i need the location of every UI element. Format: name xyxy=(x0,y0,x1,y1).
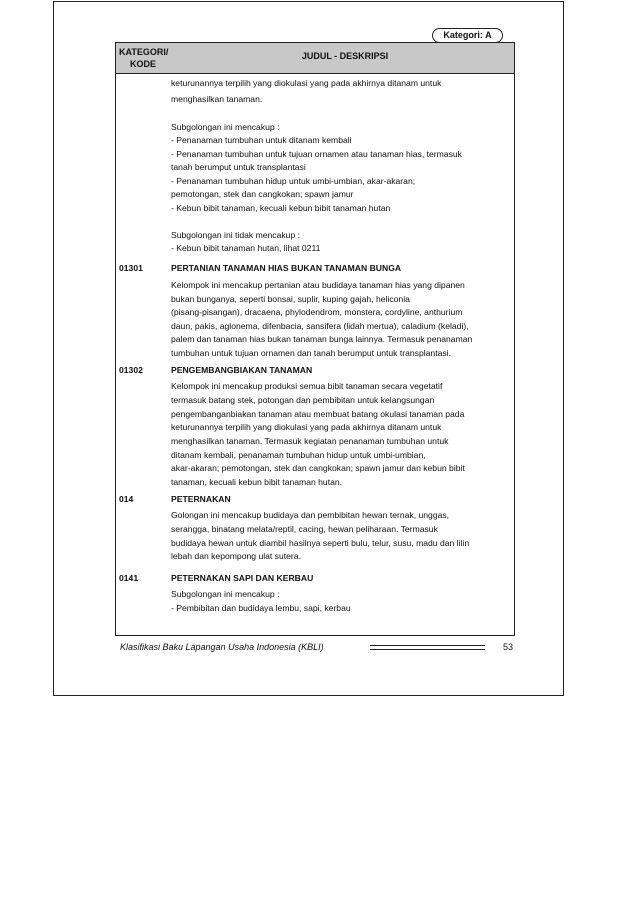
body-line: (pisang-pisangan), dracaena, phylodendrom, monstera, cordyline, anthurium xyxy=(171,307,463,317)
entry-title: PETERNAKAN xyxy=(171,494,231,504)
body-line: akar-akaran; pemotongan, stek dan cangkokan; spawn jamur dan kebun bibit xyxy=(171,463,465,473)
include-item: - Penanaman tumbuhan untuk tujuan ornamen atau tanaman hias, termasuk xyxy=(171,149,462,159)
body-line: serangga, binatang melata/reptil, cacing, hewan peliharaan. Termasuk xyxy=(171,524,438,534)
body-line: pengembanganbiakan tanaman atau membuat batang okulasi tanaman pada xyxy=(171,409,465,419)
body-line: menghasilkan tanaman. xyxy=(171,94,263,104)
entry-code: 01301 xyxy=(119,263,143,273)
include-item: - Kebun bibit tanaman, kecuali kebun bibit tanaman hutan xyxy=(171,203,391,213)
body-line: Subgolongan ini mencakup : xyxy=(171,589,280,599)
entry-title: PETERNAKAN SAPI DAN KERBAU xyxy=(171,573,314,583)
body-line: daun, pakis, aglonema, difenbacia, sansifera (lidah mertua), caladium (keladi), xyxy=(171,321,469,331)
body-line: Golongan ini mencakup budidaya dan pembibitan hewan ternak, unggas, xyxy=(171,510,450,520)
code-header-line2: KODE xyxy=(129,59,156,69)
includes-intro: Subgolongan ini mencakup : xyxy=(171,122,280,132)
body-line: budidaya hewan untuk diambil hasilnya seperti bulu, telur, susu, madu dan lilin xyxy=(171,538,470,548)
include-item: pemotongan, stek dan cangkokan; spawn jamur xyxy=(171,189,354,199)
code-header-line1: KATEGORI/ xyxy=(119,47,169,57)
body-line: palem dan tanaman hias bukan tanaman bunga lainnya. Termasuk penanaman xyxy=(171,334,473,344)
include-item: tanah berumput untuk transplantasi xyxy=(171,162,306,172)
include-item: - Penanaman tumbuhan untuk ditanam kembali xyxy=(171,135,352,145)
body-line: lebah dan kepompong ulat sutera. xyxy=(171,551,301,561)
entry-title: PENGEMBANGBIAKAN TANAMAN xyxy=(171,365,313,375)
body-line: Kelompok ini mencakup produksi semua bibit tanaman secara vegetatif xyxy=(171,381,443,391)
body-line: termasuk batang stek, potongan dan pembibitan untuk kelangsungan xyxy=(171,395,435,405)
title-column-header: JUDUL - DESKRIPSI xyxy=(301,51,389,61)
include-item: - Penanaman tumbuhan hidup untuk umbi-umbian, akar-akaran; xyxy=(171,176,416,186)
body-line: - Pembibitan dan budidaya lembu, sapi, kerbau xyxy=(171,603,351,613)
body-line: keturunannya terpilih yang diokulasi yang pada akhirnya ditanam untuk xyxy=(171,78,442,88)
entry-code: 014 xyxy=(119,494,134,504)
entry-title: PERTANIAN TANAMAN HIAS BUKAN TANAMAN BUNGA xyxy=(171,263,402,273)
body-line: menghasilkan tanaman. Termasuk kegiatan penanaman tumbuhan untuk xyxy=(171,436,449,446)
footer-title: Klasifikasi Baku Lapangan Usaha Indonesia (KBLI) xyxy=(120,642,324,652)
page-number: 53 xyxy=(503,642,514,652)
body-line: bukan bunganya, seperti bonsai, suplir, kuping gajah, heliconia xyxy=(171,294,410,304)
footer-double-rule xyxy=(370,645,485,650)
body-line: keturunannya terpilih yang diokulasi yang pada akhirnya ditanam untuk xyxy=(171,422,442,432)
body-line: ditanam kembali, penanaman tumbuhan hidup untuk umbi-umbian, xyxy=(171,450,426,460)
body-line: tanaman, kecuali kebun bibit tanaman hutan. xyxy=(171,477,343,487)
entry-code: 01302 xyxy=(119,365,143,375)
excludes-intro: Subgolongan ini tidak mencakup : xyxy=(171,230,300,240)
category-badge: Kategori: A xyxy=(432,28,503,43)
code-column-header xyxy=(119,46,167,70)
body-line: Kelompok ini mencakup pertanian atau budidaya tanaman hias yang dipanen xyxy=(171,280,465,290)
body-line: tumbuhan untuk tujuan ornamen dan tanah berumput untuk transplantasi. xyxy=(171,348,451,358)
entry-code: 0141 xyxy=(119,573,139,583)
exclude-item: - Kebun bibit tanaman hutan, lihat 0211 xyxy=(171,243,321,253)
table-header xyxy=(116,43,514,74)
